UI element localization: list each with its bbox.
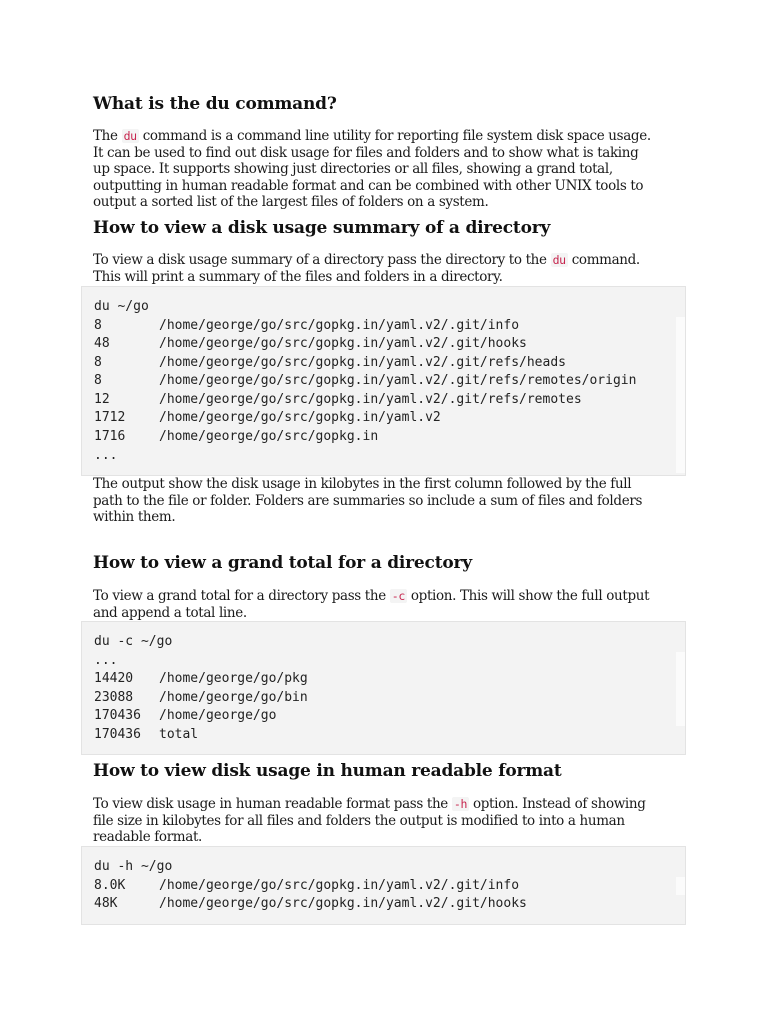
paragraph-line: outputting in human readable format and can be combined with other UNIX tools to (93, 177, 644, 194)
output-path: /home/george/go/src/gopkg.in/yaml.v2/.git/refs/remotes (159, 392, 582, 407)
output-size: 170436 (94, 727, 141, 742)
section-heading-what-is-du: What is the du command? (93, 94, 337, 114)
code-output-row (94, 670, 308, 688)
paragraph-line: path to the file or folder. Folders are summaries so include a sum of files and folders (93, 492, 643, 509)
inline-code-du: du (123, 129, 137, 143)
code-output-row (94, 707, 277, 725)
output-size: 8.0K (94, 878, 126, 893)
output-path: /home/george/go/src/gopkg.in/yaml.v2/.git/info (159, 878, 520, 893)
code-command: du -h ~/go (94, 859, 173, 874)
code-output-row (94, 391, 582, 409)
paragraph-line (93, 128, 683, 145)
paragraph-line: readable format. (93, 829, 202, 845)
text-run: option. This will show the full output (406, 588, 650, 604)
output-size: 48 (94, 336, 110, 351)
code-block-du-summary[interactable] (81, 286, 686, 476)
code-output-row (94, 409, 441, 427)
grand-total-intro-paragraph (93, 588, 683, 621)
text-run: command is a command line utility for reporting file system disk space usage. (138, 128, 651, 144)
output-size: 8 (94, 318, 102, 333)
paragraph-line (93, 796, 683, 813)
text-run: To view a disk usage summary of a directory pass the directory to the (93, 252, 551, 268)
intro-paragraph (93, 128, 683, 211)
code-output-row (94, 335, 527, 353)
paragraph-line: It can be used to find out disk usage for files and folders and to show what is taking (93, 144, 639, 161)
code-output-row (94, 354, 566, 372)
output-path: /home/george/go/src/gopkg.in (159, 429, 379, 444)
output-path: /home/george/go/src/gopkg.in/yaml.v2/.git/hooks (159, 896, 527, 911)
code-command: du ~/go (94, 299, 149, 314)
code-output-row (94, 428, 379, 446)
code-block-scrollbar[interactable] (676, 317, 685, 473)
code-output-row (94, 372, 637, 390)
output-size: 170436 (94, 708, 141, 723)
output-path: /home/george/go/src/gopkg.in/yaml.v2 (159, 410, 441, 425)
code-block-du-human-readable[interactable] (81, 846, 686, 925)
paragraph-line (93, 252, 683, 269)
code-output-row (94, 895, 527, 913)
text-run: To view disk usage in human readable format pass the (93, 796, 452, 812)
text-run: The (93, 128, 122, 144)
code-output-row (94, 877, 520, 895)
summary-intro-paragraph (93, 252, 683, 285)
output-size: 1712 (94, 410, 126, 425)
code-output-row (94, 689, 308, 707)
output-size: 8 (94, 355, 102, 370)
paragraph-line: The output show the disk usage in kilobytes in the first column followed by the full (93, 476, 632, 492)
paragraph-line: output a sorted list of the largest files of folders on a system. (93, 194, 489, 210)
output-size: 23088 (94, 690, 134, 705)
paragraph-line (93, 588, 683, 605)
human-readable-intro-paragraph (93, 796, 683, 846)
paragraph-line: and append a total line. (93, 604, 247, 621)
section-heading-human-readable: How to view disk usage in human readable format (93, 761, 562, 781)
output-path: total (159, 727, 199, 742)
paragraph-line: up space. It supports showing just directories or all files, showing a grand total, (93, 161, 613, 177)
text-run: To view a grand total for a directory pass the (93, 588, 390, 604)
output-size: 48K (94, 896, 118, 911)
text-run: command. (567, 252, 640, 268)
inline-code-c-option: -c (391, 589, 405, 603)
code-block-scrollbar[interactable] (676, 652, 685, 726)
output-path: /home/george/go/bin (159, 690, 308, 705)
text-run: option. Instead of showing (469, 796, 646, 812)
section-heading-grand-total: How to view a grand total for a directory (93, 553, 472, 573)
inline-code-h-option: -h (453, 797, 468, 811)
output-size: 8 (94, 373, 102, 388)
section-heading-disk-usage-summary: How to view a disk usage summary of a directory (93, 218, 551, 238)
code-block-du-grand-total[interactable] (81, 621, 686, 755)
code-ellipsis: ... (94, 448, 118, 463)
paragraph-line: file size in kilobytes for all files and folders the output is modified to into a human (93, 812, 625, 829)
paragraph-line: within them. (93, 509, 176, 525)
output-size: 12 (94, 392, 110, 407)
output-path: /home/george/go/pkg (159, 671, 308, 686)
output-path: /home/george/go/src/gopkg.in/yaml.v2/.git/refs/remotes/origin (159, 373, 637, 388)
code-block-scrollbar[interactable] (676, 877, 685, 895)
output-path: /home/george/go/src/gopkg.in/yaml.v2/.git/info (159, 318, 520, 333)
code-output-row (94, 726, 199, 744)
paragraph-line: This will print a summary of the files and folders in a directory. (93, 268, 503, 285)
output-path: /home/george/go/src/gopkg.in/yaml.v2/.git/refs/heads (159, 355, 566, 370)
output-size: 1716 (94, 429, 126, 444)
summary-explanation-paragraph (93, 476, 683, 526)
output-size: 14420 (94, 671, 134, 686)
code-ellipsis: ... (94, 653, 118, 668)
code-output-row (94, 317, 520, 335)
inline-code-du: du (552, 253, 566, 267)
output-path: /home/george/go (159, 708, 277, 723)
output-path: /home/george/go/src/gopkg.in/yaml.v2/.git/hooks (159, 336, 527, 351)
code-command: du -c ~/go (94, 634, 173, 649)
